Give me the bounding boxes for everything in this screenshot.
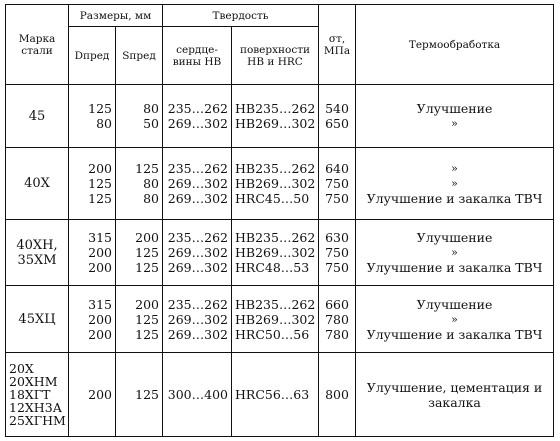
cell-surface-hardness-line: НВ269…302 xyxy=(235,116,316,132)
cell-core-hardness xyxy=(163,85,232,148)
cell-core-hardness-line: 269…302 xyxy=(167,191,228,207)
cell-grade-line: 20Х xyxy=(9,361,34,377)
cell-surface-hardness xyxy=(232,285,319,353)
cell-treatment-line: Улучшение xyxy=(416,230,493,246)
cell-grade-line: 45ХЦ xyxy=(18,311,56,327)
cell-core-hardness xyxy=(163,148,232,220)
cell-treatment-line: Улучшение и закалка ТВЧ xyxy=(366,326,543,342)
cell-core-hardness-line: 269…302 xyxy=(167,260,228,276)
cell-d-pred-line: 315 xyxy=(88,230,112,246)
cell-d-pred xyxy=(69,148,116,220)
cell-grade-line: 20ХНМ xyxy=(9,374,58,390)
cell-sigma-line: 800 xyxy=(325,387,349,403)
cell-s-pred-line: 80 xyxy=(143,191,159,207)
cell-s-pred xyxy=(116,85,163,148)
cell-core-hardness-line: 235…262 xyxy=(167,161,228,177)
cell-grade-line: 40ХН, xyxy=(16,237,58,253)
cell-sigma xyxy=(319,85,356,148)
table-row xyxy=(6,85,554,148)
cell-d-pred-line: 200 xyxy=(88,326,112,342)
cell-sigma-line: 540 xyxy=(325,101,349,117)
cell-s-pred-line: 200 xyxy=(135,296,159,312)
cell-d-pred-line: 200 xyxy=(88,245,112,261)
cell-s-pred-line: 125 xyxy=(135,260,159,276)
cell-core-hardness-line: 300…400 xyxy=(167,387,228,403)
cell-sigma xyxy=(319,285,356,353)
cell-sigma xyxy=(319,148,356,220)
cell-s-pred-line: 125 xyxy=(135,311,159,327)
cell-grade-line: 35ХМ xyxy=(17,252,57,268)
cell-treatment-line: » xyxy=(451,312,458,326)
header-d-pred: Dпред xyxy=(69,27,116,85)
cell-d-pred xyxy=(69,85,116,148)
table-row xyxy=(6,148,554,220)
cell-s-pred-line: 80 xyxy=(143,176,159,192)
cell-sigma-line: 660 xyxy=(325,296,349,312)
cell-core-hardness xyxy=(163,285,232,353)
cell-s-pred-line: 125 xyxy=(135,245,159,261)
cell-treatment-line: Улучшение xyxy=(416,296,493,312)
cell-s-pred xyxy=(116,148,163,220)
cell-surface-hardness-line: НВ269…302 xyxy=(235,245,316,261)
cell-sigma xyxy=(319,353,356,437)
cell-surface-hardness xyxy=(232,220,319,286)
header-treatment: Термообработка xyxy=(356,5,554,85)
cell-surface-hardness-line: HRC50…56 xyxy=(235,326,310,342)
header-sizes: Размеры, мм xyxy=(69,5,163,27)
cell-grade-line: 40Х xyxy=(24,176,50,192)
cell-treatment-line: » xyxy=(451,117,458,131)
cell-s-pred xyxy=(116,285,163,353)
cell-surface-hardness-line: НВ235…262 xyxy=(235,161,316,177)
cell-surface-hardness-line: HRC48…53 xyxy=(235,260,310,276)
cell-d-pred-line: 80 xyxy=(96,116,112,132)
cell-sigma-line: 630 xyxy=(325,230,349,246)
header-grade: Марка стали xyxy=(6,5,69,85)
cell-treatment xyxy=(356,353,554,437)
cell-sigma-line: 650 xyxy=(325,116,349,132)
cell-core-hardness-line: 269…302 xyxy=(167,311,228,327)
cell-sigma-line: 780 xyxy=(325,326,349,342)
cell-treatment-line: Улучшение и закалка ТВЧ xyxy=(366,191,543,207)
cell-treatment-line: закалка xyxy=(428,394,481,410)
cell-treatment-line: Улучшение xyxy=(416,101,493,117)
cell-d-pred-line: 200 xyxy=(88,260,112,276)
cell-grade-line: 12ХН3А xyxy=(9,400,63,416)
cell-core-hardness-line: 235…262 xyxy=(167,101,228,117)
cell-surface-hardness-line: НВ269…302 xyxy=(235,311,316,327)
cell-surface-hardness-line: HRC56…63 xyxy=(235,387,310,403)
cell-core-hardness-line: 269…302 xyxy=(167,245,228,261)
cell-grade xyxy=(6,220,69,286)
cell-core-hardness-line: 269…302 xyxy=(167,176,228,192)
cell-d-pred xyxy=(69,353,116,437)
cell-core-hardness-line: 269…302 xyxy=(167,116,228,132)
cell-d-pred-line: 200 xyxy=(88,311,112,327)
table-body xyxy=(6,85,554,437)
header-s-pred: Sпред xyxy=(116,27,163,85)
cell-grade xyxy=(6,148,69,220)
cell-core-hardness-line: 235…262 xyxy=(167,296,228,312)
cell-d-pred-line: 315 xyxy=(88,296,112,312)
cell-grade-line: 45 xyxy=(28,108,46,124)
cell-treatment-line: » xyxy=(451,162,458,176)
cell-s-pred-line: 125 xyxy=(135,326,159,342)
cell-treatment-line: Улучшение, цементация и xyxy=(366,379,543,395)
table-row xyxy=(6,353,554,437)
cell-s-pred-line: 125 xyxy=(135,387,159,403)
cell-treatment-line: » xyxy=(451,177,458,191)
cell-grade-line: 18ХГТ xyxy=(9,387,51,403)
cell-surface-hardness xyxy=(232,148,319,220)
cell-surface-hardness-line: НВ235…262 xyxy=(235,230,316,246)
cell-s-pred-line: 80 xyxy=(143,101,159,117)
table-row xyxy=(6,285,554,353)
cell-surface-hardness xyxy=(232,353,319,437)
cell-sigma-line: 750 xyxy=(325,245,349,261)
cell-sigma-line: 750 xyxy=(325,260,349,276)
cell-surface-hardness-line: НВ235…262 xyxy=(235,296,316,312)
cell-d-pred-line: 125 xyxy=(88,191,112,207)
cell-sigma-line: 780 xyxy=(325,311,349,327)
cell-s-pred xyxy=(116,353,163,437)
cell-surface-hardness-line: НВ269…302 xyxy=(235,176,316,192)
cell-d-pred xyxy=(69,285,116,353)
cell-grade xyxy=(6,285,69,353)
cell-treatment xyxy=(356,148,554,220)
steel-properties-table xyxy=(5,4,554,437)
cell-core-hardness-line: 235…262 xyxy=(167,230,228,246)
cell-d-pred-line: 200 xyxy=(88,387,112,403)
cell-core-hardness xyxy=(163,353,232,437)
cell-treatment-line: Улучшение и закалка ТВЧ xyxy=(366,260,543,276)
cell-surface-hardness xyxy=(232,85,319,148)
cell-d-pred xyxy=(69,220,116,286)
cell-d-pred-line: 125 xyxy=(88,101,112,117)
cell-s-pred xyxy=(116,220,163,286)
cell-grade xyxy=(6,353,69,437)
header-hardness: Твердость xyxy=(163,5,319,27)
cell-d-pred-line: 200 xyxy=(88,161,112,177)
cell-s-pred-line: 50 xyxy=(143,116,159,132)
table-row xyxy=(6,220,554,286)
cell-treatment xyxy=(356,220,554,286)
cell-core-hardness xyxy=(163,220,232,286)
cell-sigma xyxy=(319,220,356,286)
cell-sigma-line: 750 xyxy=(325,191,349,207)
cell-surface-hardness-line: НВ235…262 xyxy=(235,101,316,117)
header-sigma: σт, МПа xyxy=(319,5,356,85)
cell-treatment-line: » xyxy=(451,246,458,260)
cell-s-pred-line: 125 xyxy=(135,161,159,177)
cell-sigma-line: 640 xyxy=(325,161,349,177)
cell-surface-hardness-line: HRC45…50 xyxy=(235,191,310,207)
cell-core-hardness-line: 269…302 xyxy=(167,326,228,342)
cell-treatment xyxy=(356,285,554,353)
header-surface-hardness: поверхности НВ и HRC xyxy=(232,27,319,85)
cell-grade-line: 25ХГНМ xyxy=(9,413,66,429)
cell-grade xyxy=(6,85,69,148)
cell-sigma-line: 750 xyxy=(325,176,349,192)
cell-d-pred-line: 125 xyxy=(88,176,112,192)
cell-s-pred-line: 200 xyxy=(135,230,159,246)
cell-treatment xyxy=(356,85,554,148)
header-core-hardness: сердце- вины НВ xyxy=(163,27,232,85)
